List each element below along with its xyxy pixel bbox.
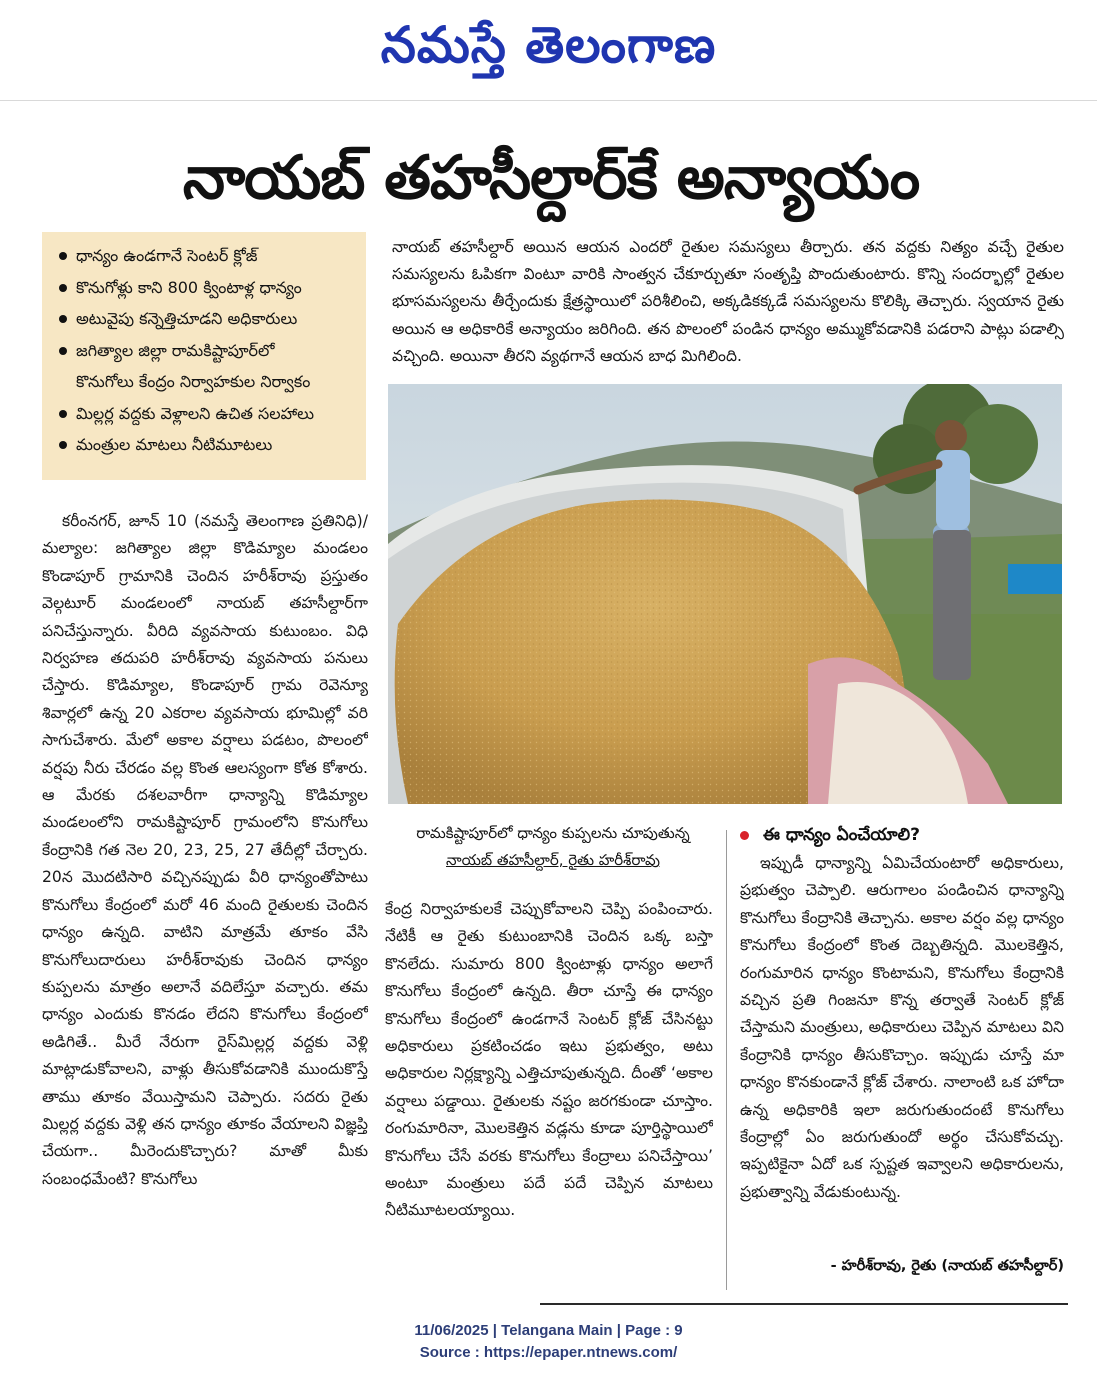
grain-heap-photo [388,384,1062,804]
sidebar-quote [740,850,1064,1280]
highlight-item: ధాన్యం ఉండగానే సెంటర్ క్లోజ్ [56,240,358,272]
highlight-item: మంత్రుల మాటలు నీటిమూటలు [56,429,358,461]
footer-source[interactable]: Source : https://epaper.ntnews.com/ [419,1344,678,1361]
highlight-item: అటువైపు కన్నెత్తిచూడని అధికారులు [56,303,358,335]
highlight-item-continued: కొనుగోలు కేంద్రం నిర్వాహకుల నిర్వాకం [76,372,311,391]
bullet-icon [59,347,67,355]
body-paragraph: కరీంనగర్, జూన్ 10 (నమస్తే తెలంగాణ ప్రతినిధి)/మల్యాల: జగిత్యాల జిల్లా కొడిమ్యాల మండలం కొండాపూర్ గ్రామానికి చెందిన హరీశ్‌రావు ప్రస్తుతం వెల్గటూర్ మండలంలో నాయబ్ తహసీల్దార్‌గా పనిచేస్తున్నారు. వీరిది వ్యవసాయ కుటుంబం. విధి నిర్వహణ తదుపరి హరీశ్‌రావు వ్యవసాయ పనులు చేస్తారు. కొడిమ్యాల, కొండాపూర్ గ్రామ రెవెన్యూ శివార్లలో ఉన్న 20 ఎకరాల వ్యవసాయ భూమిల్లో వరి సాగుచేశారు. మేలో అకాల వర్షాలు పడటం, పొలంలో వర్షపు నీరు చేరడం వల్ల కొంత ఆలస్యంగా కోత కోశారు. ఆ మేరకు దశలవారీగా ధాన్యాన్ని కొడిమ్యాల మండలంలోని రామకిష్టాపూర్ గ్రామంలోని కొనుగోలు కేంద్రానికి గత నెల 20, 23, 25, 27 తేదీల్లో చేర్చారు. 20న మొదటిసారి వచ్చినప్పుడు వీరి ధాన్యంతోపాటు కొనుగోలు కేంద్రంలో మరో 46 మంది రైతులకు చెందిన ధాన్యం ఉన్నది. వాటిని మాత్రమే తూకం వేసి కొనుగోలుదారులు హరీశ్‌రావుకు చెందిన ధాన్యం కుప్పలను మాత్రం అలానే వదిలేస్తూ వచ్చారు. తమ ధాన్యం ఎందుకు కొనడం లేదని కొనుగోలు కేంద్రంలో అడిగితే.. మీరే నేరుగా రైస్‌మిల్లర్ల వద్దకు వెళ్లి మాట్లాడుకోవాలని, వాళ్లు తీసుకోవడానికి ముందుకొస్తే తాము తూకం వేయిస్తామని చెప్పారు. సదరు రైతు మిల్లర్ల వద్దకు వెళ్లి తన ధాన్యం తూకం వేయాలని విజ్ఞప్తి చేయగా.. మీరెందుకొచ్చారు? మాతో మీకు సంబంధమేంటి? కొనుగోలు [42,512,368,1188]
bullet-icon [59,315,67,323]
article-photo [388,384,1062,804]
caption-line-2: నాయబ్ తహసీల్దార్, రైతు హరీశ్‌రావు [446,851,660,869]
column-divider [726,830,727,1290]
highlights-box [42,232,366,480]
highlight-item: జగిత్యాల జిల్లా రామకిష్టాపూర్‌లో [56,335,358,367]
sidebar-heading: ఈ ధాన్యం ఏంచేయాలి? [740,820,1064,850]
bottom-divider [540,1303,1068,1305]
article-headline: నాయబ్ తహసీల్దార్‌కే అన్యాయం [182,143,920,213]
masthead-divider [0,100,1097,101]
lede-paragraph: నాయబ్ తహసీల్దార్ అయిన ఆయన ఎందరో రైతుల సమస్యలు తీర్చారు. తన వద్దకు నిత్యం వచ్చే రైతుల సమస్యలను ఓపికగా వింటూ వారికి సాంత్వన చేకూర్చుతూ సంతృప్తి పొందుతుంటారు. కొన్ని సందర్భాల్లో రైతుల భూసమస్యలను తీర్చేందుకు క్షేత్రస్థాయిలో పరిశీలించి, అక్కడికక్కడే సమస్యలను కొలిక్కి తెచ్చారు. స్వయాన రైతు అయిన ఆ అధికారికే అన్యాయం జరిగింది. తన పొలంలో పండిన ధాన్యం అమ్ముకోవడానికి పడరాని పాట్లు పడాల్సి వచ్చింది. అయినా తీరని వ్యథగానే ఆయన బాధ మిగిలింది. [392,238,1064,365]
bullet-icon [59,410,67,418]
highlight-item: మిల్లర్ల వద్దకు వెళ్లాలని ఉచిత సలహాలు [56,398,358,430]
caption-line-1: రామకిష్టాపూర్‌లో ధాన్యం కుప్పలను చూపుతున్న [416,824,690,842]
sidebar-paragraph: ఇప్పుడీ ధాన్యాన్ని ఏమిచేయంటారో అధికారులు, ప్రభుత్వం చెప్పాలి. ఆరుగాలం పండించిన ధాన్యాన్ని కొనుగోలు కేంద్రానికి తెచ్చాను. అకాల వర్షం వల్ల ధాన్యం కొనుగోలు కేంద్రంలో కొంత దెబ్బతిన్నది. మొలకెత్తిన, రంగుమారిన ధాన్యం కొంటామని, కొనుగోలు కేంద్రానికి వచ్చిన ప్రతి గింజనూ కొన్న తర్వాతే సెంటర్ క్లోజ్ చేస్తామని మంత్రులు, అధికారులు చెప్పిన మాటలు విని కేంద్రానికి ధాన్యం తీసుకొచ్చాం. ఇప్పుడు చూస్తే మా ధాన్యం కొనకుండానే క్లోజ్ చేశారు. నాలాంటి ఒక హోదా ఉన్న అధికారికి ఇలా జరుగుతుందంటే కొనుగోలు కేంద్రాల్లో ఏం జరుగుతుందో అర్థం చేసుకోవచ్చు. ఇప్పటికైనా ఏదో ఒక స్పష్టత ఇవ్వాలని అధికారులను, ప్రభుత్వాన్ని వేడుకుంటున్న. [740,854,1064,1201]
body-column-middle [385,896,713,1288]
sidebar-credit: - హరీశ్‌రావు, రైతు (నాయబ్ తహసీల్దార్) [830,1258,1064,1274]
body-column-left [42,508,368,1288]
footer-date-page: 11/06/2025 | Telangana Main | Page : 9 [414,1322,683,1339]
bullet-icon [59,441,67,449]
masthead-title: నమస్తే తెలంగాణ [380,15,717,74]
red-bullet-icon [740,831,749,840]
highlight-item: కొనుగోళ్లు కాని 800 క్వింటాళ్ల ధాన్యం [56,272,358,304]
bullet-icon [59,284,67,292]
body-paragraph: కేంద్ర నిర్వాహకులకే చెప్పుకోవాలని చెప్పి పంపించారు. నేటికీ ఆ రైతు కుటుంబానికి చెందిన ఒక్క బస్తా కొనలేదు. సుమారు 800 క్వింటాళ్లు ధాన్యం అలాగే కొనుగోలు కేంద్రంలో ఉన్నది. తీరా చూస్తే ఈ ధాన్యం కొనుగోలు కేంద్రంలో ఉండగానే సెంటర్ క్లోజ్ చేసినట్టు అధికారులు ప్రకటించడం ఇటు ప్రభుత్వం, అటు అధికారుల నిర్లక్ష్యాన్ని ఎత్తిచూపుతున్నది. దీంతో ‘అకాల వర్షాలు పడ్డాయి. రైతులకు నష్టం జరగకుండా చూస్తాం. రంగుమారినా, మొలకెత్తిన వడ్లను కూడా పూర్తిస్థాయిలో కొనుగోలు చేసే వరకు కొనుగోలు కేంద్రాలు పనిచేస్తాయి’ అంటూ మంత్రులు పదే పదే చెప్పిన మాటలు నీటిమూటలయ్యాయి. [385,900,713,1220]
photo-caption [388,820,718,878]
masthead [0,0,1097,102]
bullet-icon [59,252,67,260]
page-footer [0,1320,1097,1370]
